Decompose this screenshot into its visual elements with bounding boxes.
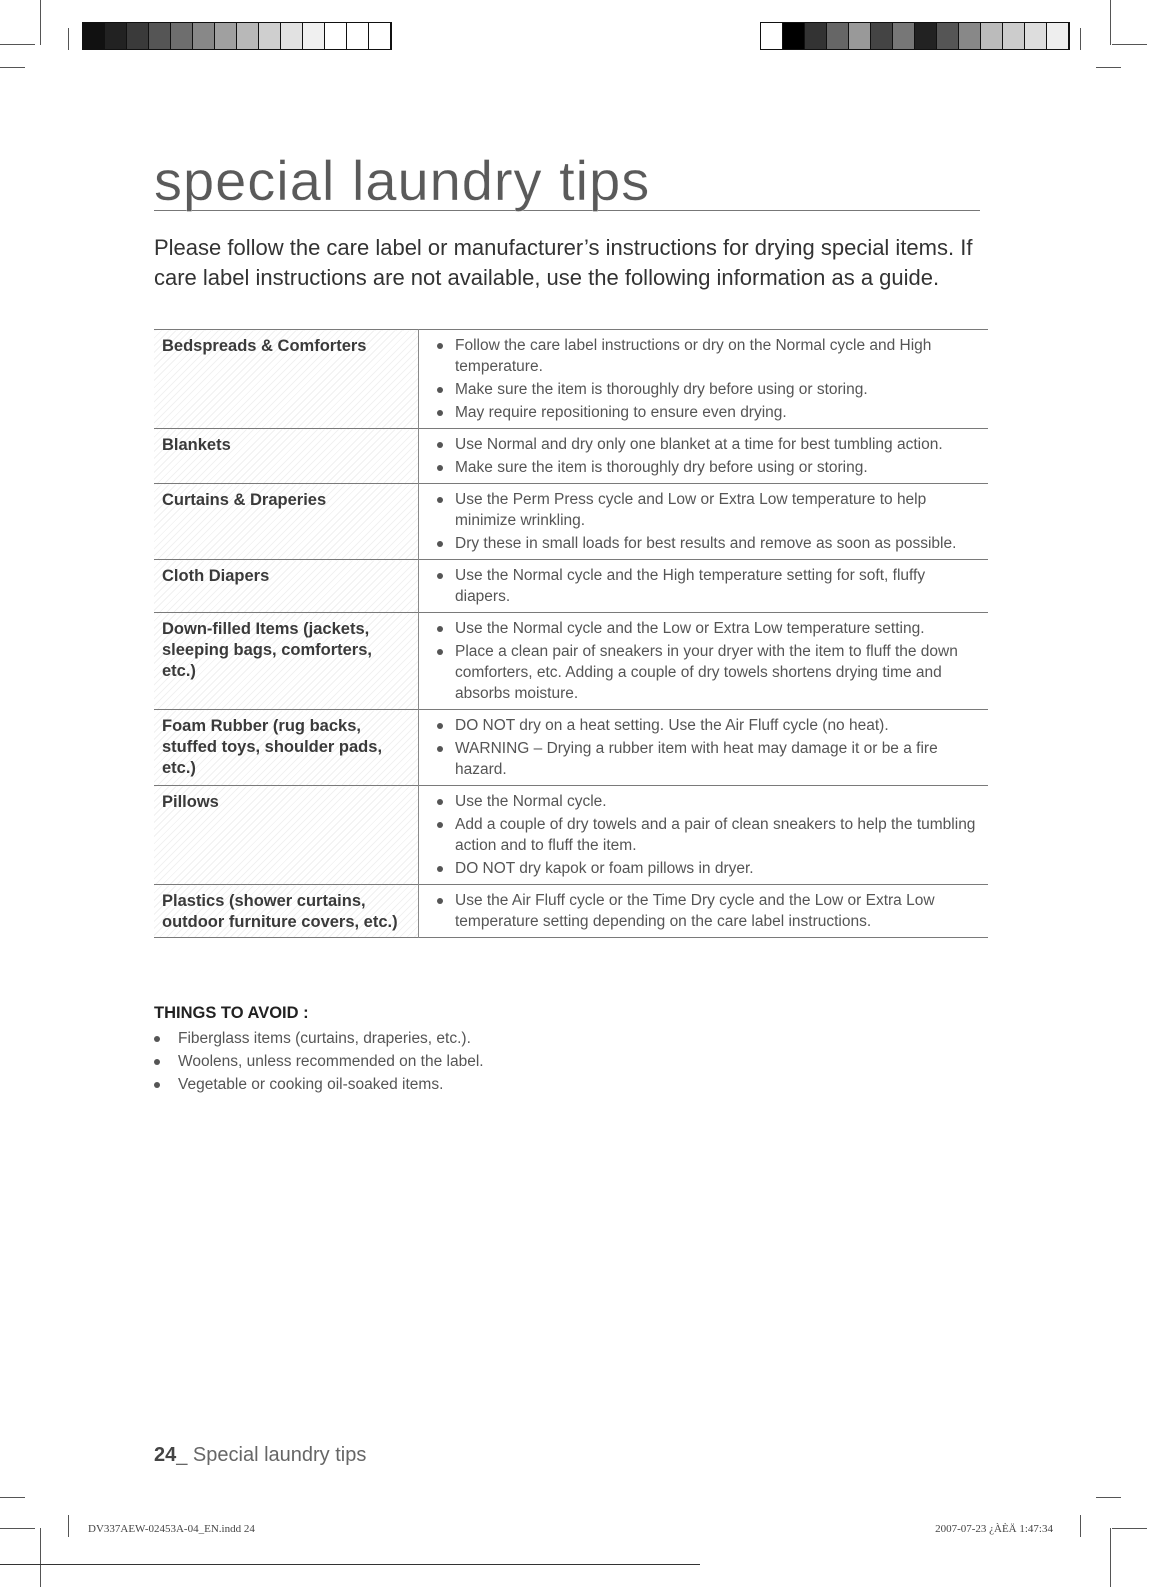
tip-item: Use the Perm Press cycle and Low or Extra Low temperature to help minimize wrinkling. (433, 489, 984, 531)
page-footer (154, 1444, 366, 1467)
tip-item: Use the Normal cycle and the High temperature setting for soft, fluffy diapers. (433, 565, 984, 607)
tip-item: Dry these in small loads for best results and remove as soon as possible. (433, 533, 984, 554)
tip-item: Make sure the item is thoroughly dry before using or storing. (433, 457, 984, 478)
avoid-item: Vegetable or cooking oil-soaked items. (150, 1074, 750, 1095)
footer-section: _ Special laundry tips (176, 1444, 367, 1466)
tip-row (154, 429, 988, 484)
tip-description (419, 484, 989, 560)
crop-mark (0, 1497, 25, 1498)
avoid-list (150, 1026, 750, 1097)
crop-mark (0, 67, 25, 68)
tip-category: Curtains & Draperies (154, 484, 419, 560)
crop-mark (1110, 1528, 1111, 1587)
tip-item: WARNING – Drying a rubber item with heat may damage it or be a fire hazard. (433, 738, 984, 780)
color-bar-right (760, 22, 1070, 50)
crop-mark (1080, 28, 1081, 50)
tip-row (154, 560, 988, 613)
crop-mark (68, 28, 69, 50)
avoid-item: Fiberglass items (curtains, draperies, etc.). (150, 1028, 750, 1049)
tip-item: DO NOT dry kapok or foam pillows in dryer. (433, 858, 984, 879)
crop-mark (40, 1528, 41, 1587)
tip-category: Pillows (154, 786, 419, 885)
tip-category: Foam Rubber (rug backs, stuffed toys, shoulder pads, etc.) (154, 710, 419, 786)
tip-description (419, 885, 989, 938)
tip-item: Use the Normal cycle. (433, 791, 984, 812)
tip-category: Plastics (shower curtains, outdoor furniture covers, etc.) (154, 885, 419, 938)
tip-item: Add a couple of dry towels and a pair of clean sneakers to help the tumbling action and to fluff the item. (433, 814, 984, 856)
crop-mark (0, 1528, 35, 1529)
tips-table (154, 329, 988, 938)
tip-row (154, 885, 988, 938)
tip-description (419, 613, 989, 710)
crop-mark (68, 1515, 69, 1537)
tip-item: Use Normal and dry only one blanket at a time for best tumbling action. (433, 434, 984, 455)
tip-row (154, 613, 988, 710)
page-number: 24 (154, 1444, 177, 1466)
tip-item: Use the Normal cycle and the Low or Extra Low temperature setting. (433, 618, 984, 639)
crop-mark (1080, 1515, 1081, 1537)
tip-row (154, 786, 988, 885)
tip-category: Blankets (154, 429, 419, 484)
crop-mark (40, 0, 41, 45)
tip-row (154, 710, 988, 786)
avoid-heading: THINGS TO AVOID : (154, 1004, 309, 1022)
slug-file: DV337AEW-02453A-04_EN.indd 24 (88, 1523, 255, 1535)
crop-mark (0, 44, 35, 45)
tip-description (419, 710, 989, 786)
crop-mark (1096, 1497, 1121, 1498)
slug-timestamp: 2007-07-23 ¿ÀÈÄ 1:47:34 (935, 1523, 1053, 1535)
tip-item: Place a clean pair of sneakers in your dryer with the item to fluff the down comforters, etc. Adding a couple of dry towels shortens drying time and absorbs moisture. (433, 641, 984, 704)
tip-row (154, 484, 988, 560)
tip-category: Down-filled Items (jackets, sleeping bags, comforters, etc.) (154, 613, 419, 710)
color-bar-left (82, 22, 392, 50)
intro-paragraph: Please follow the care label or manufacturer’s instructions for drying special items. If care label instructions are not available, use the following information as a guide. (154, 235, 973, 290)
tip-item: Follow the care label instructions or dry on the Normal cycle and High temperature. (433, 335, 984, 377)
avoid-item: Woolens, unless recommended on the label. (150, 1051, 750, 1072)
tip-item: Use the Air Fluff cycle or the Time Dry cycle and the Low or Extra Low temperature setting depending on the care label instructions. (433, 890, 984, 932)
crop-mark (1110, 0, 1111, 45)
crop-mark (1112, 44, 1147, 45)
tip-item: Make sure the item is thoroughly dry before using or storing. (433, 379, 984, 400)
tip-description (419, 786, 989, 885)
tip-item: DO NOT dry on a heat setting. Use the Air Fluff cycle (no heat). (433, 715, 984, 736)
tip-item: May require repositioning to ensure even drying. (433, 402, 984, 423)
crop-mark (1112, 1528, 1147, 1529)
tip-description (419, 330, 989, 429)
trim-line (0, 1564, 700, 1565)
tip-row (154, 330, 988, 429)
tip-category: Cloth Diapers (154, 560, 419, 613)
crop-mark (1096, 67, 1121, 68)
tip-category: Bedspreads & Comforters (154, 330, 419, 429)
page-title: special laundry tips (154, 152, 980, 211)
tip-description (419, 560, 989, 613)
tip-description (419, 429, 989, 484)
